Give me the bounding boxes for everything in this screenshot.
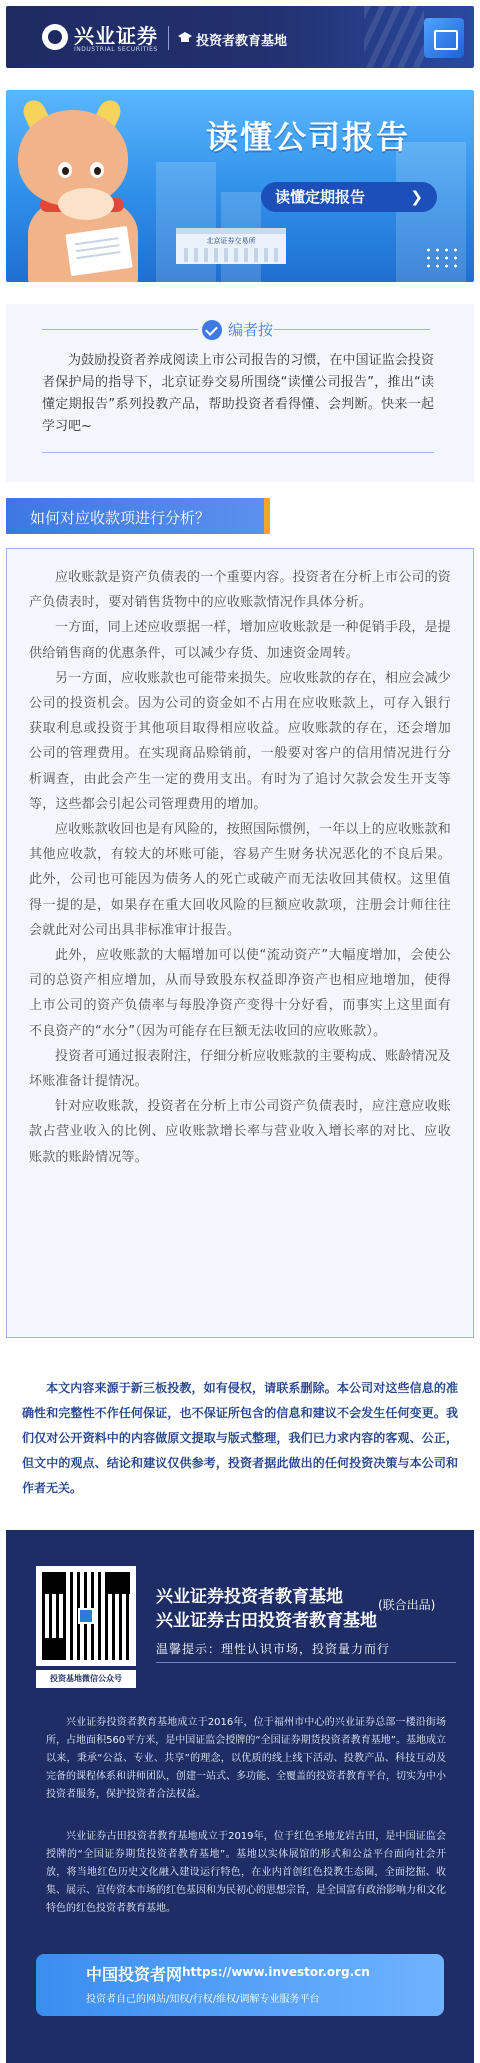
check-circle-icon bbox=[202, 320, 222, 340]
article-paragraph: 一方面，同上述应收票据一样，增加应收账款是一种促销手段，是提供给销售商的优惠条件，可以减少存货、加速资金周转。 bbox=[29, 620, 452, 661]
investor-site-url[interactable]: https://www.investor.org.cn bbox=[182, 1965, 370, 1979]
article-body bbox=[6, 548, 474, 1338]
brand-name-en: INDUSTRIAL SECURITIES bbox=[74, 46, 158, 53]
reminder-divider bbox=[156, 1662, 456, 1663]
article-paragraph: 此外，应收账款的大幅增加可以使“流动资产”大幅度增加，会使公司的总资产相应增加，从而导致股东权益即净资产也相应地增加，使得上市公司的资产负债率与每股净资产变得十分好看，而事实上这里面有不良资产的“水分”（因为可能存在巨额无法收回的应收账款）。 bbox=[29, 948, 451, 1039]
article-paragraph: 应收账款是资产负债表的一个重要内容。投资者在分析上市公司的资产负债表时，要对销售货物中的应收账款情况作具体分析。 bbox=[29, 570, 452, 611]
base-intro-paragraph: 兴业证券投资者教育基地成立于2016年，位于福州市中心的兴业证券总部一楼沿街场所，占地面积560平方米，是中国证监会授牌的“全国证券期货投资者教育基地”。基地成立以来，秉承“公益、专业、共享”的理念，以优质的线上线下活动、投教产品、科技互动及完备的课程体系和讲师团队，创建一站式、多功能、全覆盖的投资者教育平台，切实为中小投资者服务，保护投资者合法权益。 bbox=[46, 1717, 446, 1800]
joint-production-label: (联合出品) bbox=[378, 1598, 436, 1612]
article-paragraph: 应收账款收回也是有风险的，按照国际惯例，一年以上的应收账款和其他应收款，有较大的坏账可能，容易产生财务状况恶化的不良后果。此外，公司也可能因为债务人的死亡或破产而无法收回其债权。这里值得一提的是，如果存在重大回收风险的巨额应收款项，注册会计师往往会就此对公司出具非标准审计报告。 bbox=[29, 822, 452, 938]
brand-name: 兴业证券 bbox=[74, 24, 158, 48]
read-periodic-report-button[interactable] bbox=[261, 182, 437, 212]
chevron-right-icon: ❯ bbox=[410, 188, 423, 206]
education-badge-icon bbox=[424, 18, 464, 58]
editor-label: 编者按 bbox=[228, 321, 274, 339]
exchange-building bbox=[176, 228, 286, 264]
header-divider bbox=[168, 26, 169, 50]
hero-banner bbox=[6, 90, 474, 282]
mascot-eye bbox=[90, 162, 104, 178]
risk-reminder: 温馨提示：理性认识市场，投资量力而行 bbox=[156, 1642, 391, 1656]
editor-text: 为鼓励投资者养成阅读上市公司报告的习惯，在中国证监会投资者保护局的指导下，北京证券交易所围绕“读懂公司报告”，推出“读懂定期报告”系列投教产品，帮助投资者看得懂、会判断。快来一起学习吧~ bbox=[42, 353, 434, 434]
investor-site-slogan: 投资者自己的网站/知权/行权/维权/调解专业服务平台 bbox=[86, 1994, 320, 2005]
article-paragraph: 投资者可通过报表附注，仔细分析应收账款的主要构成、账龄情况及坏账准备计提情况。 bbox=[29, 1048, 452, 1090]
graduation-cap-icon bbox=[178, 32, 192, 44]
base-name: 投资者教育基地 bbox=[196, 34, 288, 49]
exchange-label: 北京证券交易所 bbox=[206, 237, 256, 245]
section-heading bbox=[6, 498, 264, 534]
dot-pattern bbox=[424, 246, 460, 270]
section-heading-text: 如何对应收款项进行分析？ bbox=[30, 509, 211, 527]
investor-website-banner[interactable] bbox=[36, 1954, 444, 2016]
exchange-columns bbox=[184, 248, 278, 262]
editor-divider-left bbox=[42, 329, 198, 330]
editor-note bbox=[6, 304, 474, 482]
org-name-primary: 兴业证券投资者教育基地 bbox=[156, 1587, 343, 1607]
footer bbox=[6, 1530, 474, 2063]
pill-label: 读懂定期报告 bbox=[275, 188, 366, 206]
editor-divider-right bbox=[274, 329, 430, 330]
mascot-snout bbox=[58, 188, 114, 220]
article-paragraph: 针对应收账款，投资者在分析上市公司资产负债表时，应注意应收账款占营业收入的比例、应收账款增长率与营业收入增长率的对比、应收账款的账龄情况等。 bbox=[29, 1099, 452, 1165]
disclaimer: 本文内容来源于新三板投教，如有侵权，请联系删除。本公司对这些信息的准确性和完整性不作任何保证，也不保证所包含的信息和建议不会发生任何变更。我们仅对公开资料中的内容做原文提取与版式整理，我们已力求内容的客观、公正，但文中的观点、结论和建议仅供参考，投资者据此做出的任何投资决策与本公司和作者无关。 bbox=[22, 1381, 458, 1495]
mascot-eye bbox=[58, 162, 72, 178]
org-name-secondary: 兴业证券古田投资者教育基地 bbox=[156, 1611, 377, 1631]
qr-logo-icon bbox=[78, 1608, 94, 1624]
building-silhouette bbox=[156, 162, 216, 282]
gutian-base-intro-paragraph: 兴业证券古田投资者教育基地成立于2019年，位于红色圣地龙岩古田，是中国证监会授牌的“全国证券期货投资者教育基地”。基地以实体展馆的形式和公益平台面向社会开放，将当地红色历史文化融入建设运行特色，在业内首创红色投教生态圈，全面挖掘、收集、展示、宣传资本市场的红色基因和为民初心的思想宗旨，是全国富有政治影响力和文化特色的红色投资者教育基地。 bbox=[46, 1831, 446, 1914]
article-paragraph: 另一方面，应收账款也可能带来损失。应收账款的存在，相应会减少公司的投资机会。因为公司的资金如不占用在应收账款上，可存入银行获取利息或投资于其他项目取得相应收益。应收账款的存在，还会增加公司的管理费用。在实现商品赊销前，一般要对客户的信用情况进行分析调查，由此会产生一定的费用支出。有时为了追讨欠款会发生开支等等，这些都会引起公司管理费用的增加。 bbox=[29, 670, 452, 812]
brand-header bbox=[6, 6, 474, 68]
editor-divider-bottom bbox=[42, 452, 434, 453]
report-paper-icon bbox=[65, 226, 132, 276]
investor-site-name: 中国投资者网 bbox=[86, 1965, 183, 1984]
qr-caption: 投资基地微信公众号 bbox=[36, 1670, 136, 1688]
qr-code[interactable] bbox=[36, 1566, 136, 1666]
decorative-stripes bbox=[364, 6, 424, 68]
industrial-securities-logo-icon bbox=[42, 24, 68, 50]
mascot-bull-head bbox=[18, 110, 128, 206]
banner-title: 读懂公司报告 bbox=[206, 118, 411, 156]
